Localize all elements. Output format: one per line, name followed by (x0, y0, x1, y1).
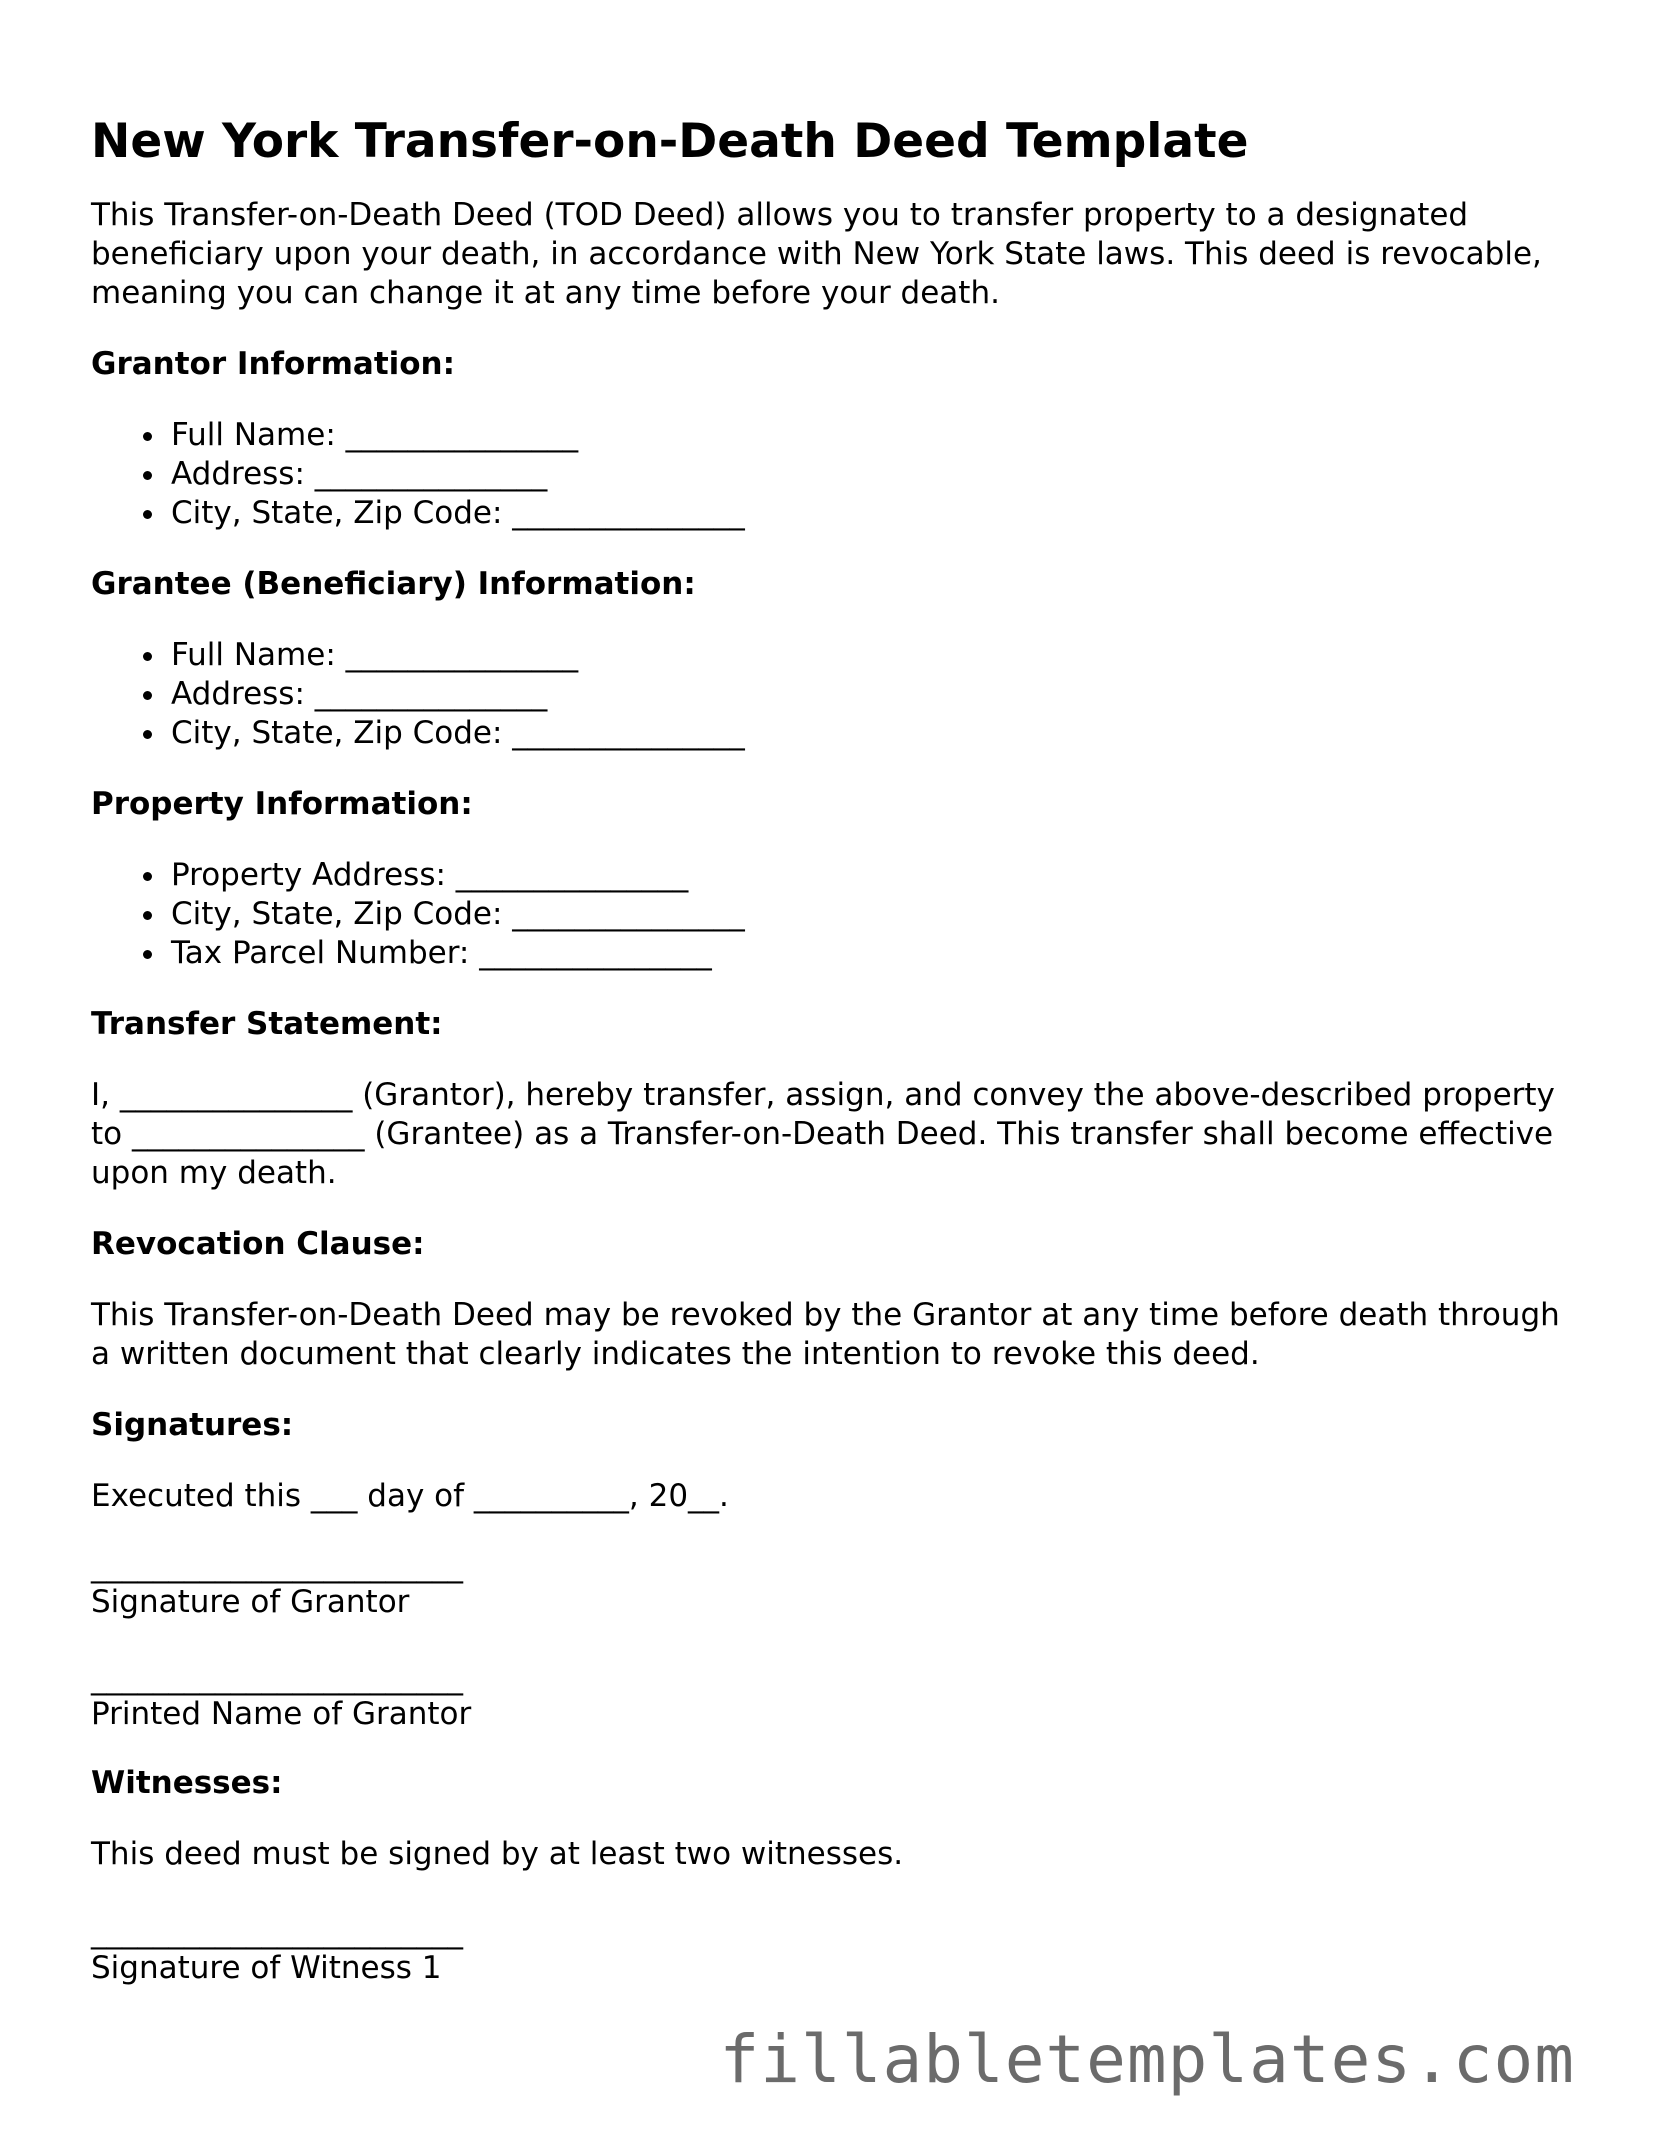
executed-line: Executed this ___ day of __________, 20__. (91, 1478, 729, 1514)
grantor-full-name: Full Name: _______________ (171, 416, 1571, 455)
grantee-heading: Grantee (Beneficiary) Information: (91, 566, 696, 602)
witnesses-heading: Witnesses: (91, 1765, 283, 1801)
document-title: New York Transfer-on-Death Deed Template (91, 114, 1249, 169)
witness-signature-block (91, 1906, 1571, 1986)
revocation-clause: This Transfer-on-Death Deed may be revoked by the Grantor at any time before death through a written document that clearly indicates the intention to revoke this deed. (91, 1297, 1560, 1372)
intro-paragraph: This Transfer-on-Death Deed (TOD Deed) allows you to transfer property to a designated beneficiary upon your death, in accordance with New York State laws. This deed is revocable, meaning you can change it at any time before your death. (91, 197, 1542, 311)
property-heading: Property Information: (91, 786, 473, 822)
transfer-statement: I, _______________ (Grantor), hereby transfer, assign, and convey the above-described property to _______________ (Grantee) as a Transfer-on-Death Deed. This transfer shall become effective upon my death. (91, 1077, 1555, 1191)
transfer-heading: Transfer Statement: (91, 1006, 443, 1042)
property-city-state-zip: City, State, Zip Code: _______________ (171, 895, 1571, 934)
grantor-signature-label: Signature of Grantor (91, 1584, 410, 1620)
grantor-list (91, 416, 1571, 533)
signature-line: ________________________ (91, 1660, 463, 1696)
signature-line: ________________________ (91, 1548, 463, 1584)
grantor-address: Address: _______________ (171, 455, 1571, 494)
grantee-city-state-zip: City, State, Zip Code: _______________ (171, 714, 1571, 753)
property-address: Property Address: _______________ (171, 856, 1571, 895)
grantor-printed-name-label: Printed Name of Grantor (91, 1696, 472, 1732)
grantor-signature-block (91, 1548, 1571, 1732)
grantee-list (91, 636, 1571, 753)
grantee-full-name: Full Name: _______________ (171, 636, 1571, 675)
grantor-heading: Grantor Information: (91, 346, 456, 382)
document-page (91, 110, 1571, 2018)
witnesses-text: This deed must be signed by at least two witnesses. (91, 1836, 904, 1872)
witness-1-signature-label: Signature of Witness 1 (91, 1950, 442, 1986)
property-tax-parcel: Tax Parcel Number: _______________ (171, 934, 1571, 973)
signatures-heading: Signatures: (91, 1407, 294, 1443)
property-list (91, 856, 1571, 973)
revocation-heading: Revocation Clause: (91, 1226, 425, 1262)
grantor-city-state-zip: City, State, Zip Code: _______________ (171, 494, 1571, 533)
grantee-address: Address: _______________ (171, 675, 1571, 714)
signature-line: ________________________ (91, 1914, 463, 1950)
watermark: fillabletemplates.com (719, 2021, 1575, 2098)
